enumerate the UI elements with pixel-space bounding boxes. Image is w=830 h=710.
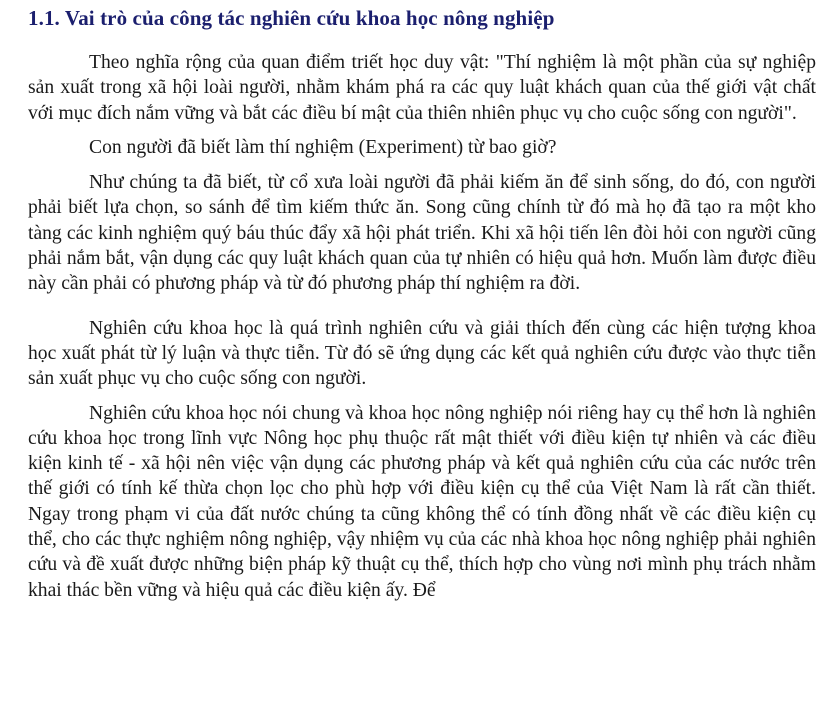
body-text	[28, 50, 816, 612]
paragraph-history: Như chúng ta đã biết, từ cổ xưa loài người đã phải kiếm ăn để sinh sống, do đó, con người phải biết lựa chọn, so sánh để tìm kiếm thức ăn. Song cũng chính từ đó mà họ đã tạo ra một kho tàng các kinh nghiệm quý báu thúc đẩy xã hội phát triển. Khi xã hội tiến lên đòi hỏi con người cũng phải nắm bắt, vận dụng các quy luật khách quan của tự nhiên có hiệu quả hơn. Muốn làm được điều này cần phải có phương pháp và từ đó phương pháp thí nghiệm ra đời.	[28, 172, 816, 295]
paragraph-question: Con người đã biết làm thí nghiệm (Experiment) từ bao giờ?	[89, 136, 557, 158]
paragraph-agricultural-research: Nghiên cứu khoa học nói chung và khoa học nông nghiệp nói riêng hay cụ thể hơn là nghiên cứu khoa học trong lĩnh vực Nông học phụ thuộc rất mật thiết với điều kiện tự nhiên và các điều kiện kinh tế - xã hội nên việc vận dụng các phương pháp và kết quả nghiên cứu của các nước trên thế giới có tính kế thừa chọn lọc cho phù hợp với điều kiện cụ thể của Việt Nam là rất cần thiết. Ngay trong phạm vi của đất nước chúng ta cũng không thể có tính đồng nhất về các điều kiện cụ thể, cho các thực nghiệm nông nghiệp, vậy nhiệm vụ của các nhà khoa học nông nghiệp phải nghiên cứu và đề xuất được những biện pháp kỹ thuật cụ thể, thích hợp cho vùng nơi mình phụ trách nhằm khai thác bền vững và hiệu quả các điều kiện ấy. Để	[28, 402, 816, 601]
paragraph-research-definition: Nghiên cứu khoa học là quá trình nghiên cứu và giải thích đến cùng các hiện tượng khoa học xuất phát từ lý luận và thực tiễn. Từ đó sẽ ứng dụng các kết quả nghiên cứu được vào thực tiễn sản xuất phục vụ cho cuộc sống con người.	[28, 317, 816, 390]
section-heading: 1.1. Vai trò của công tác nghiên cứu khoa học nông nghiệp	[28, 6, 555, 30]
paragraph-philosophy-definition: Theo nghĩa rộng của quan điểm triết học duy vật: "Thí nghiệm là một phần của sự nghiệp sản xuất trong xã hội loài người, nhằm khám phá ra các quy luật khách quan của thế giới vật chất với mục đích nắm vững và bắt các điều bí mật của thiên nhiên phục vụ cho cuộc sống con người".	[28, 52, 816, 124]
